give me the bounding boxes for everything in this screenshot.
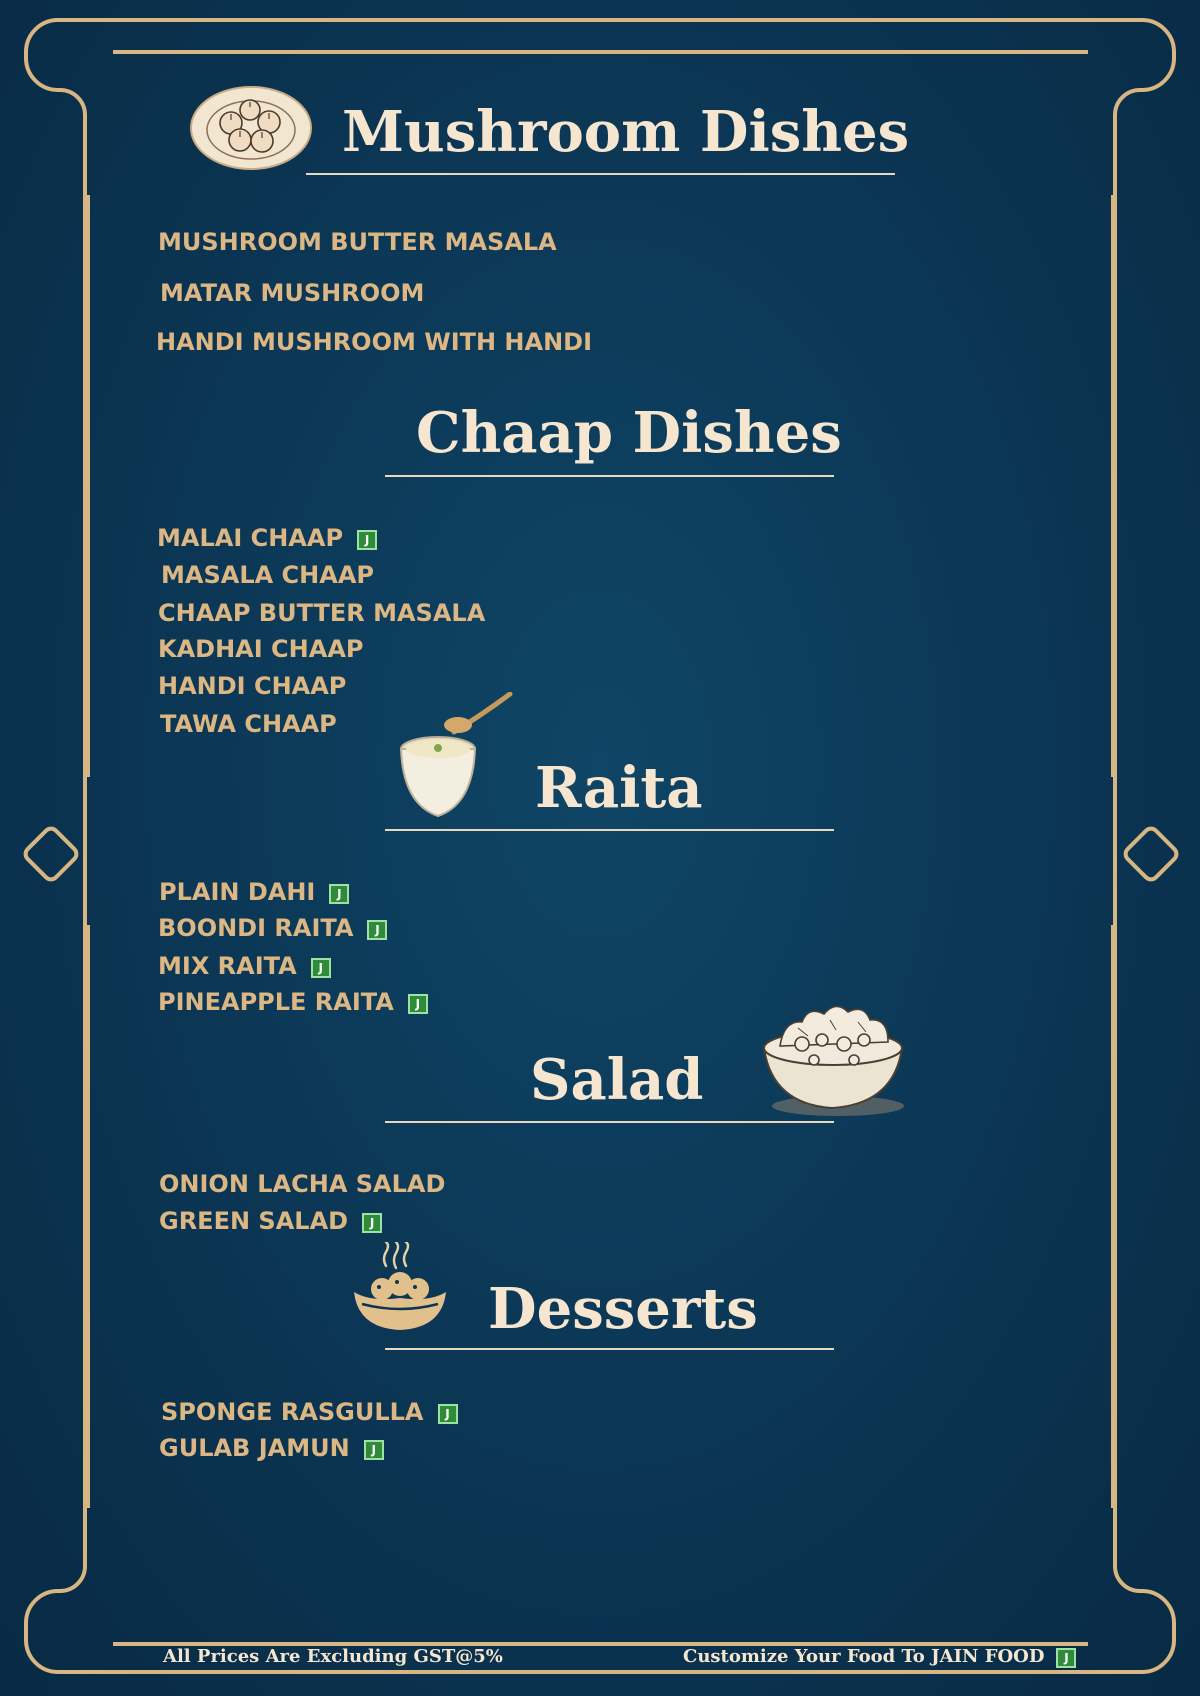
menu-item-name: CHAAP BUTTER MASALA — [158, 599, 486, 627]
menu-item — [158, 954, 331, 978]
menu-item-name: MASALA CHAAP — [161, 561, 374, 589]
section-divider — [306, 173, 895, 175]
menu-item — [158, 230, 557, 254]
menu-item — [161, 1400, 458, 1424]
footer-jain-text: Customize Your Food To JAIN FOOD — [683, 1646, 1045, 1667]
section-divider — [385, 1121, 834, 1123]
menu-item — [158, 916, 387, 940]
jain-badge-icon: J — [311, 958, 331, 978]
menu-item — [157, 526, 377, 550]
jain-badge-icon: J — [408, 994, 428, 1014]
menu-item-name: PLAIN DAHI — [159, 878, 316, 906]
jain-badge-icon: J — [357, 530, 377, 550]
menu-item — [158, 637, 363, 661]
section-title-desserts: Desserts — [488, 1276, 758, 1342]
menu-item-name: MIX RAITA — [158, 952, 297, 980]
menu-item-name: SPONGE RASGULLA — [161, 1398, 424, 1426]
menu-item-name: TAWA CHAAP — [160, 710, 337, 738]
menu-item — [158, 601, 485, 625]
footer-gst-note: All Prices Are Excluding GST@5% — [163, 1646, 503, 1667]
section-title-chaap-dishes: Chaap Dishes — [416, 400, 842, 466]
menu-item-name: HANDI MUSHROOM WITH HANDI — [156, 328, 593, 356]
menu-item — [160, 712, 337, 736]
section-title-salad: Salad — [530, 1047, 704, 1113]
menu-item-name: MALAI CHAAP — [157, 524, 344, 552]
section-title-raita: Raita — [535, 755, 703, 821]
menu-item-name: GREEN SALAD — [159, 1207, 349, 1235]
menu-item — [159, 880, 349, 904]
raita-bowl-icon — [398, 692, 516, 822]
menu-item — [159, 1172, 445, 1196]
menu-item-name: BOONDI RAITA — [158, 914, 354, 942]
jain-badge-icon: J — [362, 1213, 382, 1233]
salad-bowl-icon — [758, 1000, 910, 1118]
menu-item — [160, 281, 424, 305]
momos-plate-icon — [190, 86, 312, 170]
menu-item-name: HANDI CHAAP — [158, 672, 347, 700]
jain-badge-icon: J — [438, 1404, 458, 1424]
jain-badge-icon: J — [1056, 1648, 1076, 1668]
menu-item-name: MUSHROOM BUTTER MASALA — [158, 228, 557, 256]
menu-item — [159, 1209, 382, 1233]
menu-item-name: MATAR MUSHROOM — [160, 279, 425, 307]
section-title-mushroom-dishes: Mushroom Dishes — [342, 99, 910, 165]
section-divider — [385, 475, 834, 477]
footer-jain-note — [683, 1648, 1076, 1668]
dessert-bowl-icon — [350, 1242, 450, 1334]
menu-item — [159, 1436, 384, 1460]
menu-item — [161, 563, 374, 587]
menu-item-name: PINEAPPLE RAITA — [158, 988, 394, 1016]
menu-item-name: KADHAI CHAAP — [158, 635, 364, 663]
jain-badge-icon: J — [367, 920, 387, 940]
menu-item — [158, 990, 428, 1014]
menu-item-name: GULAB JAMUN — [159, 1434, 350, 1462]
jain-badge-icon: J — [364, 1440, 384, 1460]
menu-item — [156, 330, 592, 354]
menu-item-name: ONION LACHA SALAD — [159, 1170, 446, 1198]
jain-badge-icon: J — [329, 884, 349, 904]
section-divider — [385, 829, 834, 831]
menu-item — [158, 674, 346, 698]
section-divider — [385, 1348, 834, 1350]
